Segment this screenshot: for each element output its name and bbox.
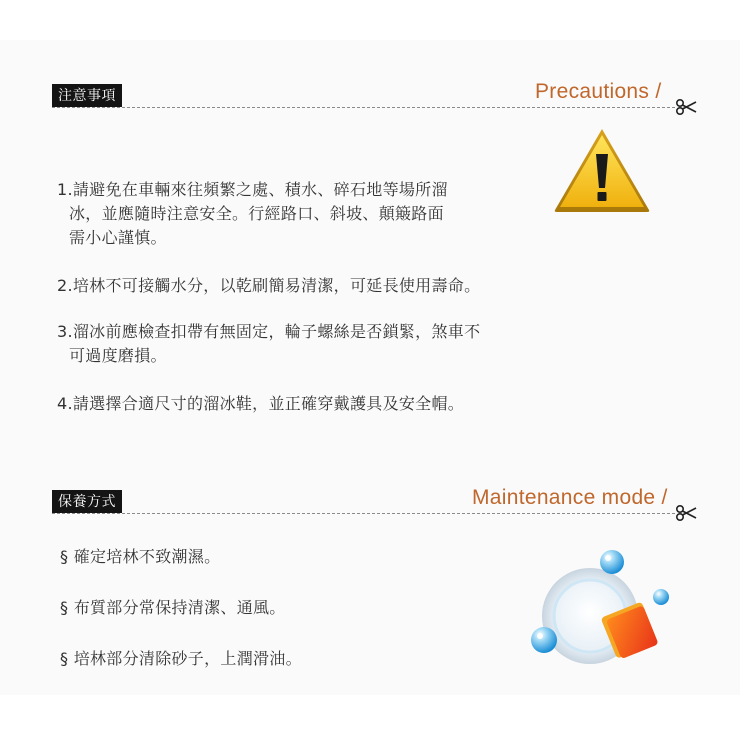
warning-triangle-icon (552, 126, 652, 214)
precautions-tag: 注意事項 (52, 84, 122, 107)
section-sign: § (60, 598, 69, 617)
maintenance-header (52, 486, 697, 520)
precaution-item-3: 3.溜冰前應檢查扣帶有無固定，輪子螺絲是否鎖緊，煞車不 可過度磨損。 (57, 322, 481, 365)
cleaning-bubbles-sponge-icon (520, 540, 680, 680)
maintenance-heading: Maintenance mode / (472, 486, 668, 509)
precautions-divider (52, 107, 675, 108)
maintenance-item-3: § 培林部分清除砂子，上潤滑油。 (60, 649, 302, 668)
precaution-item-4: 4.請選擇合適尺寸的溜冰鞋，並正確穿戴護具及安全帽。 (57, 394, 465, 413)
section-sign: § (60, 649, 69, 668)
maintenance-item-2: § 布質部分常保持清潔、通風。 (60, 598, 286, 617)
scissors-icon (675, 97, 697, 117)
maintenance-item-1: § 確定培林不致潮濕。 (60, 547, 221, 566)
maintenance-divider (52, 513, 675, 514)
precaution-item-2: 2.培林不可接觸水分，以乾刷簡易清潔，可延長使用壽命。 (57, 276, 481, 295)
precautions-heading: Precautions / (535, 80, 662, 103)
scissors-icon (675, 503, 697, 523)
precautions-header (52, 80, 697, 114)
maintenance-tag: 保養方式 (52, 490, 122, 513)
precaution-item-1: 1.請避免在車輛來往頻繁之處、積水、碎石地等場所溜 冰，並應隨時注意安全。行經路口、斜坡、顛簸路面 需小心謹慎。 (57, 180, 448, 247)
section-sign: § (60, 547, 69, 566)
